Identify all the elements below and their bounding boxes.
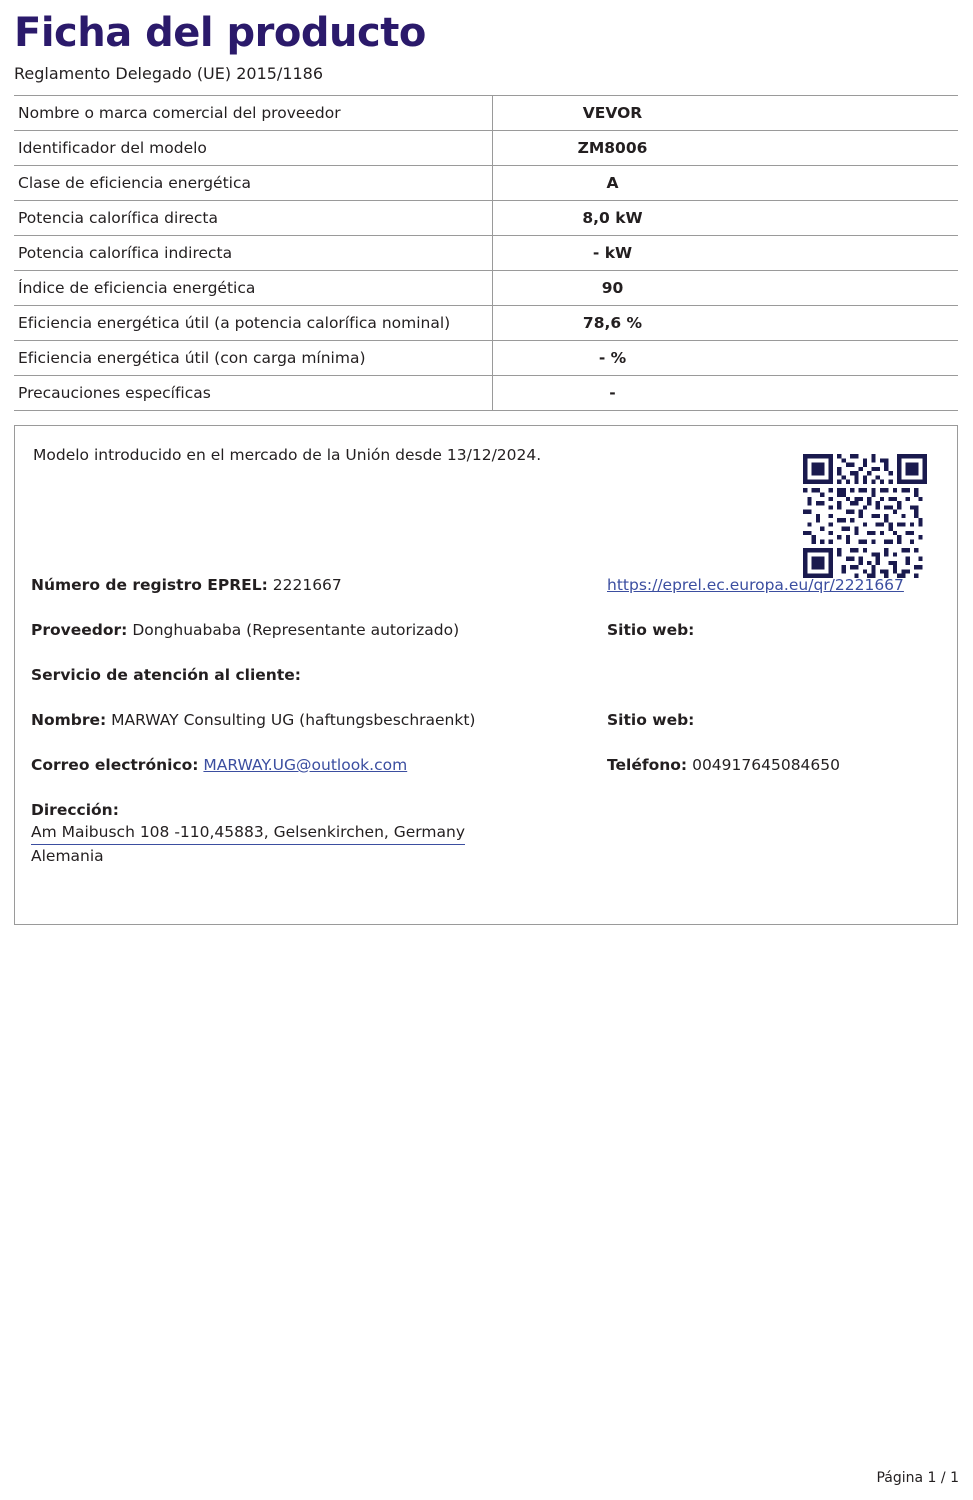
supplier-group (31, 621, 607, 639)
spec-value: ZM8006 (577, 139, 648, 157)
contact-email-group (31, 756, 607, 774)
spec-value: VEVOR (582, 104, 643, 122)
page-footer: Página 1 / 1 (876, 1470, 959, 1486)
page-title: Ficha del producto (14, 10, 426, 56)
spec-value: 90 (601, 279, 624, 297)
supplier-website-group (607, 621, 941, 639)
table-row (14, 306, 958, 341)
spec-value: A (606, 174, 619, 192)
table-row (14, 376, 958, 411)
eprel-url-link[interactable]: https://eprel.ec.europa.eu/qr/2221667 (607, 576, 904, 594)
table-row (14, 271, 958, 306)
supplier-info-box (14, 425, 958, 925)
address-label: Dirección: (31, 801, 119, 819)
phone-label: Teléfono: (607, 756, 688, 774)
contact-name-label: Nombre: (31, 711, 107, 729)
eprel-registration-group (31, 576, 607, 594)
supplier-label: Proveedor: (31, 621, 128, 639)
address-block (31, 801, 941, 869)
table-row (14, 341, 958, 376)
customer-service-heading: Servicio de atención al cliente: (31, 666, 301, 684)
spec-value: - (609, 384, 616, 402)
spec-value: 8,0 kW (582, 209, 643, 227)
supplier-value: Donghuababa (Representante autorizado) (132, 621, 460, 639)
spec-label: Índice de eficiencia energética (14, 271, 493, 306)
contact-name-row (31, 711, 941, 729)
eprel-value: 2221667 (272, 576, 342, 594)
table-row (14, 236, 958, 271)
spec-label: Clase de eficiencia energética (14, 166, 493, 201)
table-row (14, 166, 958, 201)
spec-label: Nombre o marca comercial del proveedor (14, 96, 493, 131)
contact-phone-group (607, 756, 941, 774)
contact-name-group (31, 711, 607, 729)
spec-value: - % (598, 349, 627, 367)
website-label-supplier: Sitio web: (607, 621, 695, 639)
phone-value: 004917645084650 (692, 756, 841, 774)
table-row (14, 201, 958, 236)
spec-value: - kW (592, 244, 633, 262)
contact-name-value: MARWAY Consulting UG (haftungsbeschraenkt) (111, 711, 476, 729)
service-website-group (607, 711, 941, 729)
eprel-registration-row (31, 576, 941, 594)
address-lines (31, 821, 941, 869)
contact-area (31, 576, 941, 869)
eprel-label: Número de registro EPREL: (31, 576, 268, 594)
customer-service-heading-row (31, 666, 941, 684)
email-link[interactable]: MARWAY.UG@outlook.com (203, 756, 408, 774)
qr-code-icon (803, 454, 927, 578)
website-label-service: Sitio web: (607, 711, 695, 729)
eprel-url-group (607, 576, 941, 594)
spec-label: Eficiencia energética útil (con carga mínima) (14, 341, 493, 376)
spec-value: 78,6 % (582, 314, 643, 332)
spec-label: Precauciones específicas (14, 376, 493, 411)
page-subtitle: Reglamento Delegado (UE) 2015/1186 (14, 64, 324, 83)
table-row (14, 96, 958, 131)
spec-label: Eficiencia energética útil (a potencia calorífica nominal) (14, 306, 493, 341)
specifications-table-body (14, 96, 958, 411)
market-statement: Modelo introducido en el mercado de la Unión desde 13/12/2024. (33, 446, 542, 464)
address-line-1: Am Maibusch 108 -110,45883, Gelsenkirchen, Germany (31, 821, 465, 845)
specifications-table (14, 95, 958, 411)
email-label: Correo electrónico: (31, 756, 199, 774)
table-row (14, 131, 958, 166)
spec-label: Identificador del modelo (14, 131, 493, 166)
supplier-row (31, 621, 941, 639)
spec-label: Potencia calorífica directa (14, 201, 493, 236)
contact-email-row (31, 756, 941, 774)
address-line-2: Alemania (31, 847, 104, 866)
customer-service-heading-group (31, 666, 607, 684)
document-header (0, 0, 973, 83)
spec-label: Potencia calorífica indirecta (14, 236, 493, 271)
